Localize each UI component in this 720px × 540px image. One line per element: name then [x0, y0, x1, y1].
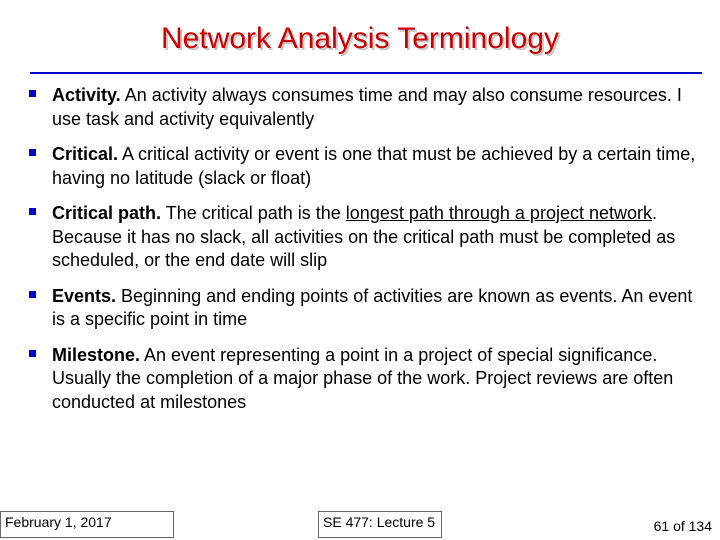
square-bullet-icon [29, 350, 36, 357]
list-item-milestone [28, 344, 698, 415]
term-label: Activity. [52, 85, 121, 105]
square-bullet-icon [29, 291, 36, 298]
term-label: Critical path. [52, 203, 162, 223]
square-bullet-icon [29, 90, 36, 97]
square-bullet-icon [29, 208, 36, 215]
footer-lecture: SE 477: Lecture 5 [318, 511, 442, 538]
term-definition-start: The critical path is the [161, 203, 346, 223]
title-divider [30, 72, 702, 74]
term-definition-end: . Because it has no slack, all activities on the critical path must be completed as scheduled, or the end date will slip [52, 203, 676, 270]
term-definition: An event representing a point in a project of special significance. Usually the completion of a major phase of the work. Project reviews are often conducted at milestones [52, 344, 674, 412]
list-item-activity [28, 84, 698, 131]
square-bullet-icon [29, 149, 36, 156]
bullet-list [28, 84, 698, 414]
list-item-critical-path [28, 202, 698, 273]
term-definition: Beginning and ending points of activities are known as events. An event is a specific point in time [52, 285, 693, 329]
term-label: Milestone. [52, 344, 141, 365]
list-item-critical [28, 143, 698, 190]
term-label: Events. [52, 285, 117, 306]
slide-title: Network Analysis Terminology [161, 22, 559, 55]
footer-page-number: 61 of 134 [653, 518, 712, 534]
footer-date: February 1, 2017 [0, 511, 174, 538]
list-item-events [28, 285, 698, 332]
term-label: Critical. [52, 144, 119, 164]
underlined-phrase: longest path through a project network [345, 203, 652, 223]
term-definition: A critical activity or event is one that must be achieved by a certain time, having no latitude (slack or float) [52, 144, 696, 188]
term-definition: An activity always consumes time and may also consume resources. I use task and activity equivalently [52, 85, 682, 129]
